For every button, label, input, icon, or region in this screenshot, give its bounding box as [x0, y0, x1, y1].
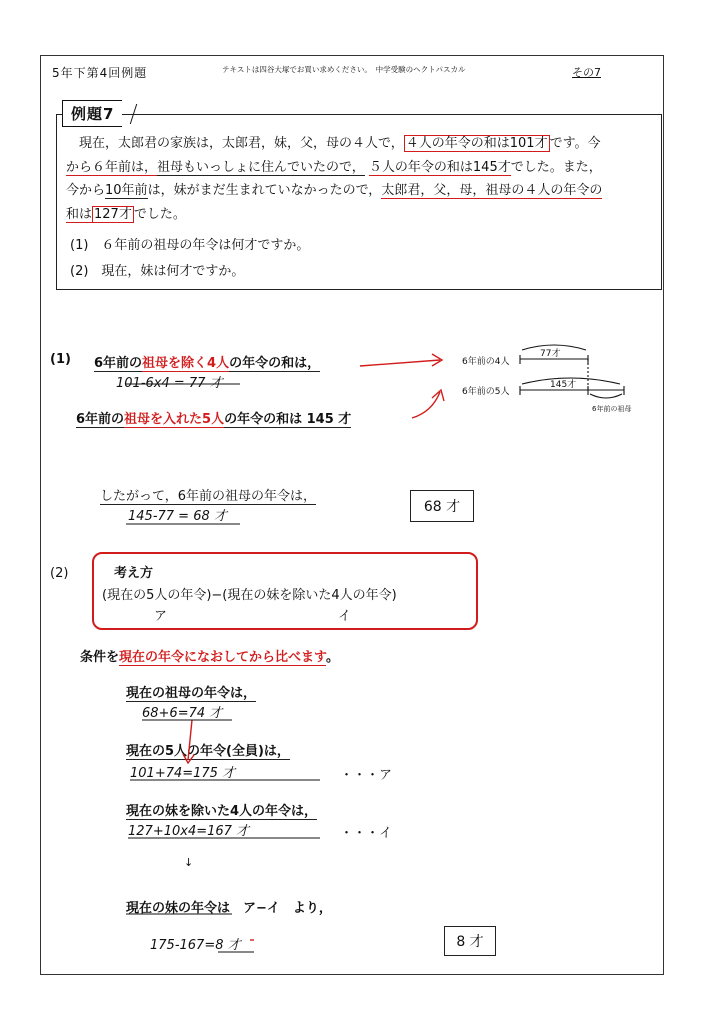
text: ５人の年令の和は145才 [368, 159, 511, 175]
step3-calc: 127+10x4=167 才 [128, 824, 250, 839]
problem-title: 例題7 [62, 100, 122, 127]
text: は，妹がまだ生まれていなかったので， [147, 183, 382, 198]
text: 条件を [80, 650, 120, 665]
text: 今から [66, 183, 106, 198]
text: から６年前は， [66, 159, 158, 175]
answer-2: 8 才 [456, 934, 484, 950]
text: 現在の5人の年令(全員)は， [126, 744, 290, 759]
text: 6年前の [94, 356, 143, 371]
text: 現在の年令になおしてから比べます [119, 650, 326, 665]
diagram-brace-145 [522, 378, 620, 384]
text: 祖母を除く4人 [142, 356, 230, 371]
arrow-line-3 [188, 720, 192, 760]
thinking-formula: (現在の5人の年令)−(現在の妹を除いた4人の年令) [102, 588, 397, 603]
text: 現在，太郎君の家族は，太郎君，妹，父，母の４人で， [79, 136, 404, 151]
sol2-number: (2) [50, 566, 69, 581]
diagram-value-77: 77才 [540, 349, 561, 359]
arrow-line-2 [412, 392, 440, 418]
diagram-brace-77 [522, 345, 586, 350]
header-note: テキストは四谷大塚でお買い求めください。 中学受験のヘクトパスカル [222, 65, 466, 74]
thinking-title: 考え方 [114, 566, 154, 581]
thinking-label-a: ア [154, 609, 168, 624]
step4-calc: 175-167=8 才 [150, 938, 241, 953]
text: でした。また， [510, 159, 602, 175]
text: でした。 [133, 206, 186, 222]
sol1-calc1: 101-6x4 = 77 才 [116, 376, 223, 391]
diagram-brace-grandma [590, 394, 622, 398]
diagram-value-145: 145才 [550, 380, 577, 390]
text: です。今 [549, 136, 601, 151]
highlight-box: ４人の年令の和は101才 [405, 136, 548, 151]
question-1: (1) ６年前の祖母の年令は何才ですか。 [70, 238, 310, 253]
down-arrow: ↓ [184, 856, 194, 869]
text: 。 [325, 650, 339, 665]
text: 現在の妹を除いた4人の年令は， [126, 804, 318, 819]
text: 6年前の [76, 412, 125, 427]
sol1-number: (1) [50, 352, 71, 367]
text: 現在の妹の年令は ア−イ より， [126, 901, 332, 916]
text: の年令の和は， [229, 356, 321, 371]
arrow-line-1 [360, 360, 440, 366]
highlight-box: 127才 [94, 206, 132, 222]
header-page: その7 [572, 66, 601, 79]
text: したがって，6年前の祖母の年令は， [100, 489, 317, 504]
text: 太郎君，父，母，祖母の４人の年令の [381, 183, 603, 198]
step2-calc: 101+74=175 才 [130, 766, 236, 781]
thinking-label-i: イ [338, 609, 352, 624]
step2-tag: ・・・ア [340, 768, 393, 783]
text: 現在の祖母の年令は， [126, 686, 257, 701]
text: 和は [66, 206, 93, 222]
sol1-calc2: 145-77 = 68 才 [128, 509, 227, 524]
text: 祖母を入れた5人 [124, 412, 225, 427]
diagram-label-grandma: 6年前の祖母 [592, 405, 632, 413]
text: の年令の和は 145 才 [224, 412, 352, 427]
question-2: (2) 現在，妹は何才ですか。 [70, 264, 245, 279]
text: 祖母もいっしょに住んでいたので， [157, 159, 365, 175]
answer-1: 68 才 [423, 499, 461, 515]
diagram-label-4: 6年前の4人 [462, 357, 510, 367]
text: 10年前 [105, 183, 148, 198]
diagram-label-5: 6年前の5人 [462, 387, 510, 397]
step1-calc: 68+6=74 才 [142, 706, 223, 721]
step3-tag: ・・・イ [340, 826, 393, 841]
header-title: 5年下第4回例題 [52, 66, 148, 80]
